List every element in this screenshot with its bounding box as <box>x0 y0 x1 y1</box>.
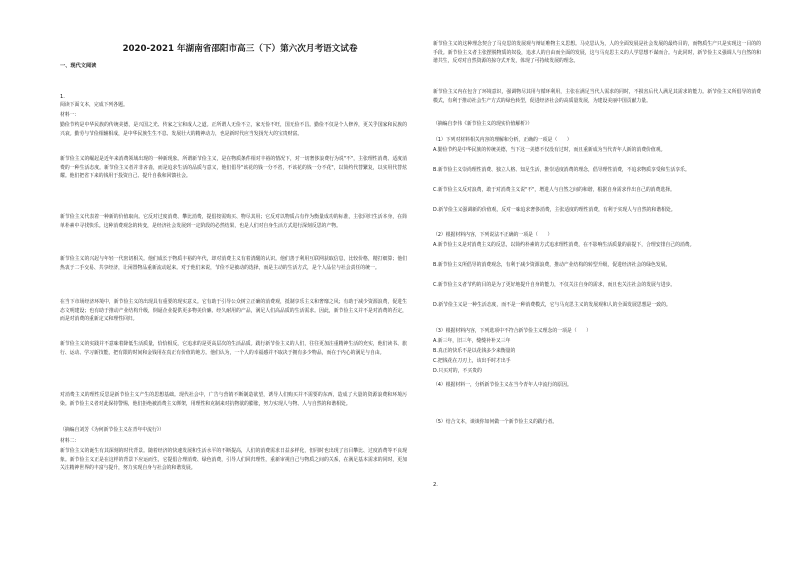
option-b[interactable]: B.新节俭主义所倡导的消费观念，有利于减少资源浪费，推动产业结构的转型升级，促进经济社会的绿色发展。 <box>433 262 671 268</box>
question-4: （4）根据材料一，分析新节俭主义在当今青年人中流行的原因。 <box>433 382 572 388</box>
question-1: （1）下列对材料相关内容的理解和分析，正确的一项是（ ） <box>433 137 572 143</box>
material-label: 材料一： <box>60 112 80 118</box>
option-b[interactable]: B.真正的快乐不是以花钱多少来衡量的 <box>433 348 516 354</box>
option-c[interactable]: C.新节俭主义者节约的目的是为了更好地提升自身的能力，不仅关注自身的需求，而且也关注社会的发展与进步。 <box>433 282 676 288</box>
paragraph: 新节俭主义的这种理念契合了马克思的发展观与辩证唯物主义思想。马克思认为，人的全面发展是社会发展的最终目的，而物质生产只是实现这一目的的手段。新节俭主义者主张摆脱物质的奴役，追求人的自由而全面的发展，这与马克思主义的人学思想不谋而合。与此同时，新节俭主义强调人与自然的和谐共生，反对对自然资源的掠夺式开发，体现了可持续发展的理念。 <box>433 41 761 65</box>
paragraph: 在当下市场经济环境中，新节俭主义的出现具有重要的现实意义。它有助于引导公众树立正确的消费观，抵制享乐主义和奢靡之风；有助于减少资源浪费，促进生态文明建设；也有助于推动产业结构升级，倒逼企业提供更多物美价廉、经久耐用的产品，满足人们高品质的生活需求。因此，新节俭主义并不是对消费的否定，而是对消费的重新定义和理性回归。 <box>60 299 407 323</box>
paragraph: 新节俭主义内在包含了环境意识，强调物尽其用与循环利用，主张在满足当代人需求的同时，不损害后代人满足其需求的能力。新节俭主义所倡导的消费模式，有利于推动社会生产方式的绿色转型，促进经济社会的高质量发展，为建设美丽中国贡献力量。 <box>433 89 761 104</box>
section-heading: 一、现代文阅读 <box>60 63 97 69</box>
option-d[interactable]: D.新节俭主义强调新的价值观，反对一味追求奢侈消费，主张适度的理性消费，有利于实现人与自然的和谐相处。 <box>433 207 676 213</box>
option-c[interactable]: C.把钱花在刀刃上，该出手时才出手 <box>433 358 511 364</box>
question-5: （5）结合文本，谈谈你如何做一个新节俭主义的践行者。 <box>433 419 558 425</box>
paragraph: 新节俭主义的兴起与年轻一代密切相关。他们成长于物质丰裕的年代，却对消费主义有着清醒的认识。他们善于利用互联网获取信息，比较价格，精打细算；他们热衷于二手交易、共享经济，让闲置物品重新流动起来。对于他们来说，节俭不是被动的选择，而是主动的生活方式，是个人品位与社会责任的统一。 <box>60 256 407 271</box>
paragraph: 新节俭主义的实践并不意味着降低生活质量，恰恰相反，它追求的是更高层次的生活品质。践行新节俭主义的人们，往往更加注重精神生活的充实，他们读书、旅行、运动、学习新技能，把有限的时间和金钱用在真正有价值的地方。他们认为，一个人的幸福感并不取决于拥有多少物品，而在于内心的满足与自由。 <box>60 341 407 356</box>
question-3: （3）根据材料内容，下列选项中不符合新节俭主义理念的一项是（ ） <box>433 328 592 334</box>
option-d[interactable]: D.只买对的，不买贵的 <box>433 368 482 374</box>
question-2: （2）根据材料内容，下列说法不正确的一项是（ ） <box>433 232 553 238</box>
option-a[interactable]: A.勤俭节约是中华民族的传统美德，当下这一美德不仅没有过时，而且重新成为当代青年人新的消费价值观。 <box>433 147 666 153</box>
option-a[interactable]: A.新三年，旧三年，缝缝补补又三年 <box>433 338 511 344</box>
source-note: （摘编自李伟《新节俭主义的现实价值解析》） <box>433 121 533 127</box>
source-note: （摘编自刘芳《为何新节俭主义在青年中流行》） <box>60 427 165 433</box>
paragraph: 对消费主义的理性反思是新节俭主义产生的思想基础。现代社会中，广告与营销不断制造欲望，诱导人们购买并不需要的东西，造成了大量的资源浪费和环境污染。新节俭主义者对此保持警惕，他们拒绝被消费主义绑架，用理性和克制来对抗物欲的膨胀，努力实现人与物、人与自然的和谐相处。 <box>60 392 407 407</box>
question-number: 2. <box>433 482 438 488</box>
paragraph: 新节俭主义的诞生有其深刻的时代背景。随着经济的快速发展和生活水平的不断提高，人们的消费需求日益多样化，但同时也出现了盲目攀比、过度消费等不良现象。新节俭主义正是在这样的背景下应运而生，它提倡合理消费、绿色消费，引导人们回归理性，重新审视自己与物质之间的关系，在满足基本需求的同时，更加关注精神世界的丰富与提升，努力实现自身与社会的和谐发展。 <box>60 448 407 472</box>
option-d[interactable]: D.新节俭主义是一种生活态度，而不是一种消费模式，它与马克思主义的发展观和人的全面发展思想是一致的。 <box>433 302 671 308</box>
option-a[interactable]: A.新节俭主义是对消费主义的反思，以简约朴素的方式追求理性消费，在不影响生活质量的前提下，合理安排自己的消费。 <box>433 242 695 248</box>
option-c[interactable]: C.新节俭主义反对浪费，敢于对消费主义说"不"，增进人与自然之间的和谐，根据自身需求作出自己的消费选择。 <box>433 187 675 193</box>
paragraph: 勤俭节约是中华民族的传统美德，是兴国之光、传家之宝和成人之道。正所谓人无俭不立，家无俭不旺，国无俭不昌。勤俭不仅是个人修养，更关乎国家和民族的兴衰。勤劳与节俭相辅相成，是中华民族生生不息、发展壮大的精神动力，也是新时代应当发扬光大的宝贵财富。 <box>60 122 407 137</box>
material-label: 材料二： <box>60 438 80 444</box>
paragraph: 新节俭主义的崛起是近年来消费领域出现的一种新现象。所谓新节俭主义，是在物质条件相对丰裕的情况下，对一切奢侈浪费行为说"不"，主张理性消费、适度消费的一种生活态度。新节俭主义者并非吝啬，而是追求生活的品质与意义，他们倡导"该花的钱一分不省，不该花的钱一分不花"，以简约代替繁复，以实用代替炫耀。他们把省下来的钱用于投资自己、提升自我和回馈社会。 <box>60 156 407 180</box>
question-number: 1. <box>60 94 65 100</box>
page-title: 2020-2021 年湖南省邵阳市高三（下）第六次月考语文试卷 <box>122 44 358 54</box>
instruction: 阅读下面文本，完成下列各题。 <box>60 102 128 108</box>
option-b[interactable]: B.新节俭主义崇尚理性消费、独立人格、知足生活，推崇适度消费的理念，倡导理性消费，不追求物质享受和生活享乐。 <box>433 167 690 173</box>
paragraph: 新节俭主义代表着一种新的价值取向。它反对过度消费、攀比消费，提倡按需购买、物尽其用；它反对以物质占有作为衡量成功的标准，主张回归生活本身，在简单朴素中寻找快乐。这种消费观念的转变，是经济社会发展到一定阶段的必然结果，也是人们对自身生活方式进行深刻反思的产物。 <box>60 214 407 229</box>
